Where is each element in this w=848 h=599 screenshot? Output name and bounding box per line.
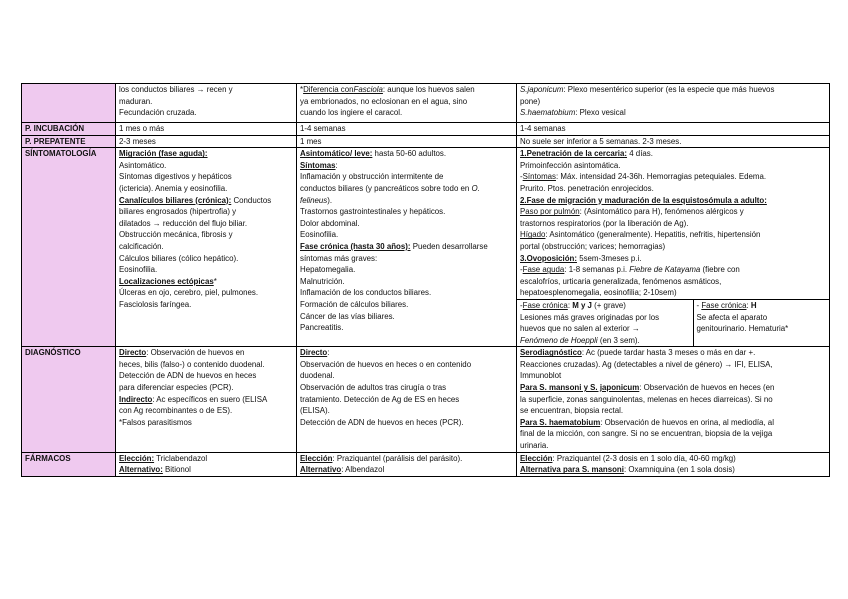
text-line: genitourinario. Hematuria* (696, 324, 789, 334)
cell-incubacion-c3: 1-4 semanas (517, 123, 830, 136)
table-row-prepatente (22, 135, 830, 148)
text-line: Asintomático/ leve: hasta 50-60 adultos. (300, 149, 447, 159)
text-line: pone) (520, 96, 541, 106)
text-line: Trastornos gastrointestinales y hepáticos. (300, 207, 446, 217)
text-line: síntomas más graves: (300, 253, 378, 263)
text-line: -Síntomas: Máx. intensidad 24-36h. Hemorragias petequiales. Edema. (520, 172, 767, 182)
text-line: Detección de ADN de huevos en heces (119, 371, 257, 381)
text-line: Fecundación cruzada. (119, 108, 197, 118)
text-line: Cálculos biliares (cólico hepático). (119, 253, 239, 263)
text-line: S.japonicum: Plexo mesentérico superior (es la especie que más huevos (520, 85, 775, 94)
text-line: Prurito. Ptos. penetración enrojecidos. (520, 183, 654, 193)
subheading: Migración (fase aguda): (119, 149, 208, 159)
text-line: Indirecto: Ac específicos en suero (ELISA (119, 394, 268, 404)
text-line: Serodiagnóstico: Ac (puede tardar hasta 3 meses o más en dar +. (520, 348, 756, 358)
cell-clonorchis-top (297, 84, 517, 123)
text-line: Asintomático. (119, 160, 167, 170)
cell-farmacos-c2 (297, 452, 517, 476)
text-line: Alternativo: Bitionol (119, 465, 191, 475)
text-line: Alternativa para S. mansoni: Oxamniquina (en 1 sola dosis) (520, 465, 735, 475)
table-row-incubacion (22, 123, 830, 136)
text-line: Hepatomegalia. (300, 265, 356, 275)
text-line: Canalículos biliares (crónica): Conductos (119, 195, 272, 205)
text-line: Directo: (300, 348, 330, 358)
text-line: 3.Ovoposición: 5sem-3meses p.i. (520, 253, 642, 263)
cell-diagnostico-c2 (297, 347, 517, 452)
cell-prepatente-c3: No suele ser inferior a 5 semanas. 2-3 meses. (517, 135, 830, 148)
text-line: huevos que no salen al exterior → (520, 324, 640, 334)
text-line: maduran. (119, 96, 153, 106)
chronic-phase-my-j (517, 299, 693, 346)
text-line: Para S. haematobium: Observación de huevos en orina, al mediodía, al (520, 417, 774, 427)
chronic-phase-h (693, 299, 829, 346)
text-line: Se afecta el aparato (696, 312, 768, 322)
text-line: Primoinfección asintomática. (520, 160, 621, 170)
row-header-empty (22, 84, 116, 123)
parasite-comparison-table (21, 83, 830, 477)
text-line: *Falsos parasitismos (119, 417, 192, 427)
text-line: Formación de cálculos biliares. (300, 299, 409, 309)
text-line: hepatoesplenomegalia, eosinofilia; 2-10sem) (520, 288, 677, 298)
row-header-sintomatologia: SÍNTOMATOLOGÍA (22, 148, 116, 347)
text-line: Paso por pulmón: (Asintomático para H), fenómenos alérgicos y (520, 207, 744, 217)
schistosoma-phases (517, 148, 829, 299)
text-line: calcificación. (119, 241, 164, 251)
table-row-top (22, 84, 830, 123)
text-line: 1.Penetración de la cercaria: 4 días. (520, 149, 653, 159)
text-line: Elección: Triclabendazol (119, 453, 208, 463)
row-header-farmacos: FÁRMACOS (22, 452, 116, 476)
text-line: trastornos respiratorios (por la liberación de Ag). (520, 218, 689, 228)
text-line: portal (obstrucción; varices; hemorragias) (520, 241, 666, 251)
cell-sintomatologia-c2 (297, 148, 517, 347)
subheading: 2.Fase de migración y maduración de la esquistosómula a adulto: (520, 195, 767, 205)
text-line: Síntomas: (300, 160, 338, 170)
text-line: Elección: Praziquantel (2-3 dosis en 1 solo día, 40-60 mg/kg) (520, 453, 736, 463)
text-line: conductos biliares (y pancreáticos sobre todo en O. (300, 183, 480, 193)
text-line: Malnutrición. (300, 276, 345, 286)
cell-sintomatologia-c3 (517, 148, 830, 347)
text-line: ya embrionados, no eclosionan en el agua, sino (300, 96, 468, 106)
text-line: los conductos biliares → recen y (119, 85, 233, 94)
text-line: Reacciones cruzadas). Ag (detectables a nivel de género) → IFI, ELISA, (520, 359, 773, 369)
text-line: Obstrucción mecánica, fibrosis y (119, 230, 233, 240)
text-line: Fase crónica (hasta 30 años): Pueden desarrollarse (300, 241, 488, 251)
table-row-sintomatologia (22, 148, 830, 347)
table-row-farmacos (22, 452, 830, 476)
text-line: Detección de ADN de huevos en heces (PCR). (300, 417, 464, 427)
text-line: se encuentran, biopsia rectal. (520, 406, 624, 416)
text-line: duodenal. (300, 371, 335, 381)
cell-incubacion-c1: 1 mes o más (116, 123, 297, 136)
cell-prepatente-c2: 1 mes (297, 135, 517, 148)
text-line: Alternativo: Albendazol (300, 465, 385, 475)
text-line: para diferenciar especies (PCR). (119, 383, 234, 393)
cell-diagnostico-c3 (517, 347, 830, 452)
text-line: biliares engrosados (hipertrofia) y (119, 207, 237, 217)
text-line: Cáncer de las vías biliares. (300, 311, 395, 321)
text-line: (ictericia). Anemia y eosinofilia. (119, 183, 228, 193)
text-line: *Diferencia conFasciola: aunque los huevos salen (300, 85, 475, 94)
text-line: Síntomas digestivos y hepáticos (119, 172, 232, 182)
chronic-phase-subtable (517, 299, 829, 346)
text-line: heces, bilis (falso-) o contenido duodenal. (119, 359, 265, 369)
text-line: final de la micción, con sangre. Si no se encuentran, biopsia de la vejiga (520, 429, 773, 439)
text-line: Observación de huevos en heces o en contenido (300, 359, 472, 369)
text-line: escalofríos, urticaria generalizada, fenómenos asmáticos, (520, 276, 722, 286)
cell-sintomatologia-c1 (116, 148, 297, 347)
text-line: -Fase aguda: 1-8 semanas p.i. Fiebre de Katayama (fiebre con (520, 265, 740, 275)
text-line: cuando los ingiere el caracol. (300, 108, 403, 118)
text-line: (ELISA). (300, 406, 330, 416)
text-line: Eosinofilia. (300, 230, 339, 240)
row-header-incubacion: P. INCUBACIÓN (22, 123, 116, 136)
cell-schistosoma-top (517, 84, 830, 123)
cell-diagnostico-c1 (116, 347, 297, 452)
row-header-diagnostico: DIAGNÓSTICO (22, 347, 116, 452)
text-line: -Fase crónica: M y J (+ grave) (520, 300, 626, 310)
text-line: dilatados → reducción del flujo biliar. (119, 218, 248, 228)
text-line: Pancreatitis. (300, 323, 344, 333)
cell-fasciola-top (116, 84, 297, 123)
text-line: Úlceras en ojo, cerebro, piel, pulmones. (119, 288, 259, 298)
cell-farmacos-c3 (517, 452, 830, 476)
text-line: Eosinofilia. (119, 265, 158, 275)
text-line: felineus). (300, 195, 333, 205)
cell-farmacos-c1 (116, 452, 297, 476)
text-line: Fasciolosis faríngea. (119, 299, 192, 309)
text-line: Elección: Praziquantel (parálisis del parásito). (300, 453, 463, 463)
text-line: Directo: Observación de huevos en (119, 348, 245, 358)
text-line: Dolor abdominal. (300, 218, 360, 228)
text-line: S.haematobium: Plexo vesical (520, 108, 626, 118)
table-row-diagnostico (22, 347, 830, 452)
text-line: Localizaciones ectópicas* (119, 276, 217, 286)
text-line: urinaria. (520, 441, 549, 451)
text-line: la superficie, zonas sanguinolentas, melenas en heces diarreicas). Si no (520, 394, 773, 404)
text-line: con Ag recombinantes o de ES). (119, 406, 233, 416)
text-line: Inflamación de los conductos biliares. (300, 288, 432, 298)
text-line: Hígado: Asintomático (generalmente). Hepatitis, nefritis, hipertensión (520, 230, 761, 240)
text-line: - Fase crónica: H (696, 300, 757, 310)
row-header-prepatente: P. PREPATENTE (22, 135, 116, 148)
text-line: Para S. mansoni y S. japonicum: Observación de huevos en heces (en (520, 383, 775, 393)
cell-prepatente-c1: 2-3 meses (116, 135, 297, 148)
cell-incubacion-c2: 1-4 semanas (297, 123, 517, 136)
text-line: tratamiento. Detección de Ag de ES en heces (300, 394, 460, 404)
text-line: Inflamación y obstrucción intermitente de (300, 172, 444, 182)
text-line: Observación de adultos tras cirugía o tras (300, 383, 447, 393)
text-line: Lesiones más graves originadas por los (520, 312, 660, 322)
text-line: Immunoblot (520, 371, 562, 381)
text-line: Fenómeno de Hoeppli (en 3 sem). (520, 335, 640, 345)
